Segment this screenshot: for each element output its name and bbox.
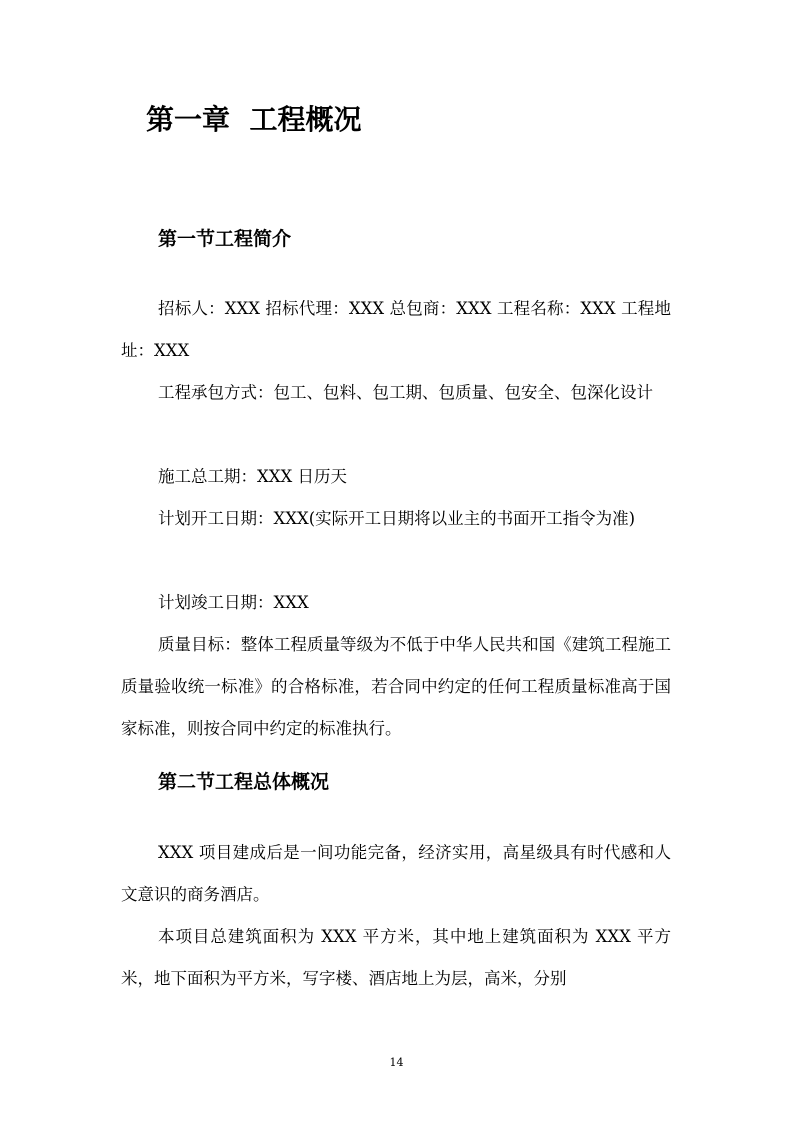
page-number: 14: [389, 1056, 404, 1069]
paragraph-quality-target: 质量目标：整体工程质量等级为不低于中华人民共和国《建筑工程施工质量验收统一标准》的合格标准，若合同中约定的任何工程质量标准高于国家标准，则按合同中约定的标准执行。: [121, 635, 671, 738]
chapter-title: 第一章 工程概况: [146, 103, 362, 136]
paragraph-project-description: XXX 项目建成后是一间功能完备，经济实用，高星级具有时代感和人文意识的商务酒店。: [121, 843, 671, 904]
paragraph-bidding-info: 招标人：XXX 招标代理：XXX 总包商：XXX 工程名称：XXX 工程地址：XXX: [121, 299, 671, 360]
paragraph-planned-start: 计划开工日期：XXX(实际开工日期将以业主的书面开工指令为准): [158, 509, 636, 528]
paragraph-contract-method: 工程承包方式：包工、包料、包工期、包质量、包安全、包深化设计: [158, 383, 653, 402]
section-title-intro: 第一节工程简介: [158, 228, 292, 250]
paragraph-planned-completion: 计划竣工日期：XXX: [158, 593, 309, 612]
section-title-overview: 第二节工程总体概况: [158, 771, 330, 793]
paragraph-total-duration: 施工总工期：XXX 日历天: [158, 467, 347, 486]
paragraph-building-area: 本项目总建筑面积为 XXX 平方米，其中地上建筑面积为 XXX 平方米，地下面积为平方米，写字楼、酒店地上为层，高米，分别: [121, 927, 671, 988]
